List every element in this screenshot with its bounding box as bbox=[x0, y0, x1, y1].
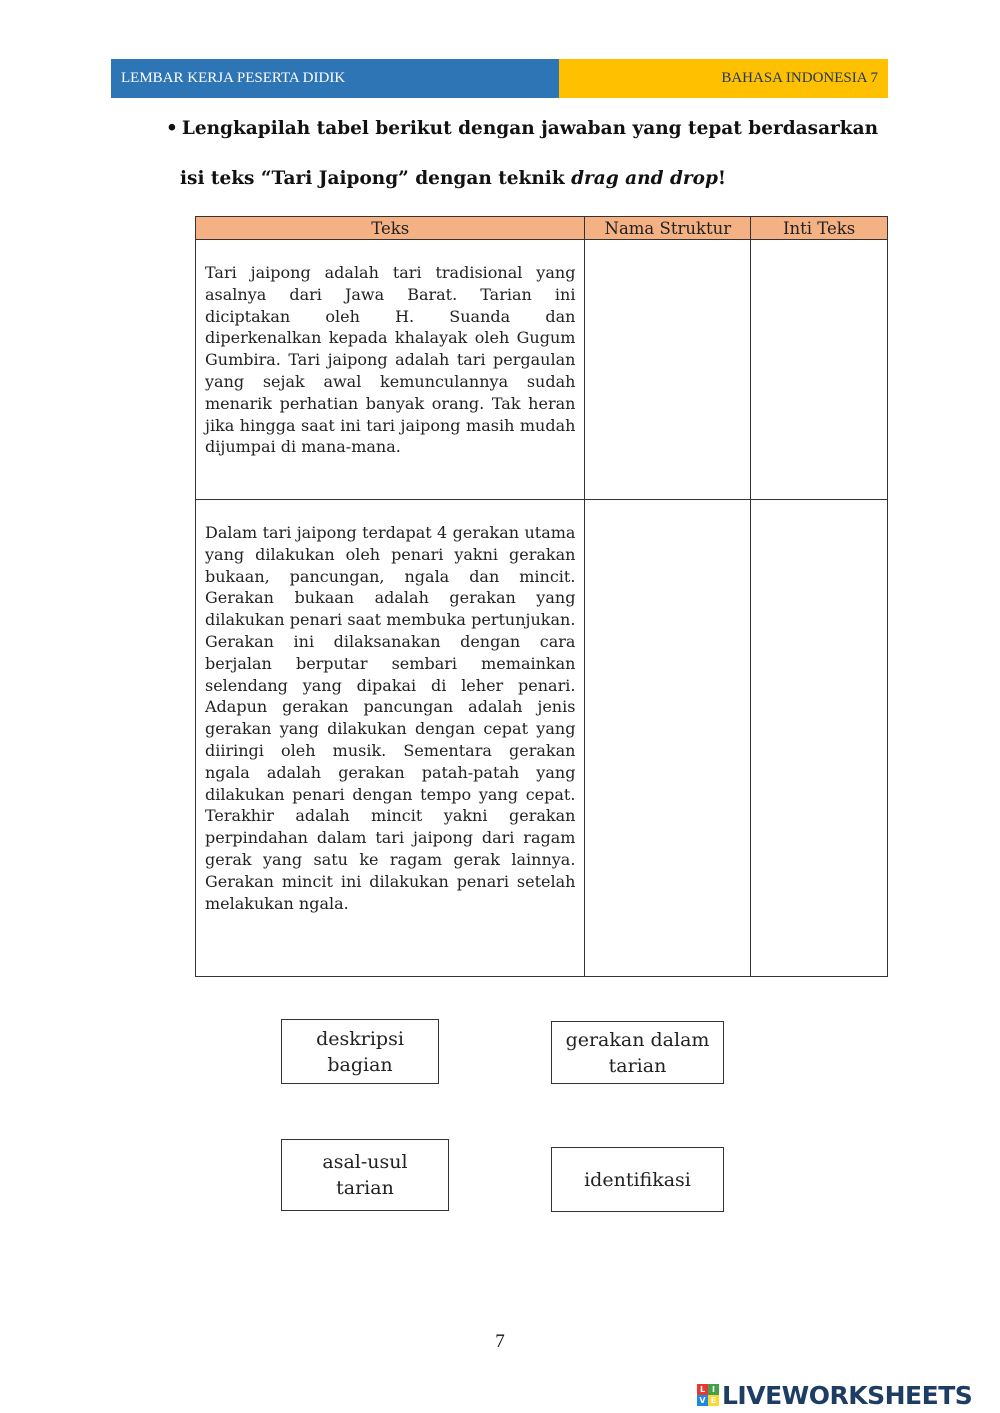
header-left-title: LEMBAR KERJA PESERTA DIDIK bbox=[111, 59, 559, 98]
drop-zone-nama-struktur-2[interactable] bbox=[585, 500, 751, 977]
logo-letter: E bbox=[708, 1395, 719, 1406]
answer-table bbox=[195, 216, 888, 977]
table-row bbox=[196, 240, 888, 500]
drag-card-deskripsi-bagian[interactable] bbox=[281, 1019, 439, 1084]
row-text: Tari jaipong adalah tari tradisional yang asalnya dari Jawa Barat. Tarian ini diciptakan oleh H. Suanda dan diperkenalkan kepada khalayak oleh Gugum Gumbira. Tari jaipong adalah tari pergaulan yang sejak awal kemunculannya sudah menarik perhatian banyak orang. Tak heran jika hingga saat ini tari jaipong masih mudah dijumpai di mana-mana. bbox=[196, 240, 585, 500]
card-line-2: tarian bbox=[336, 1177, 394, 1199]
card-line-2: bagian bbox=[327, 1053, 393, 1076]
instruction-line-2: isi teks “Tari Jaipong” dengan teknik bbox=[180, 168, 572, 189]
logo-letter: L bbox=[697, 1384, 708, 1395]
column-header-nama-struktur: Nama Struktur bbox=[585, 217, 751, 240]
page-number: 7 bbox=[495, 1331, 505, 1352]
drop-zone-inti-teks-2[interactable] bbox=[751, 500, 888, 977]
brand-name: LIVEWORKSHEETS bbox=[722, 1380, 973, 1410]
card-line-1: gerakan dalam bbox=[565, 1028, 710, 1051]
table-row bbox=[196, 500, 888, 977]
instruction-suffix: ! bbox=[717, 168, 727, 189]
table-header-row bbox=[196, 217, 888, 240]
drop-zone-inti-teks-1[interactable] bbox=[751, 240, 888, 500]
drag-card-asal-usul-tarian[interactable] bbox=[281, 1139, 449, 1211]
logo-letter: I bbox=[708, 1384, 719, 1395]
card-line-1: deskripsi bbox=[316, 1027, 404, 1050]
instruction-italic: drag and drop bbox=[571, 168, 718, 189]
card-line-1: asal-usul bbox=[322, 1151, 408, 1173]
header-right-title: BAHASA INDONESIA 7 bbox=[559, 59, 888, 98]
card-line-2: tarian bbox=[608, 1054, 667, 1077]
bullet-icon: • bbox=[166, 118, 178, 139]
drag-card-gerakan-dalam-tarian[interactable] bbox=[551, 1021, 724, 1084]
column-header-teks: Teks bbox=[196, 217, 585, 240]
card-line-1: identifikasi bbox=[584, 1168, 691, 1191]
logo-letter: V bbox=[697, 1395, 708, 1406]
liveworksheets-logo bbox=[697, 1380, 972, 1410]
instruction-line-1: Lengkapilah tabel berikut dengan jawaban yang tepat berdasarkan bbox=[181, 118, 879, 139]
liveworksheets-logo-icon bbox=[697, 1384, 719, 1406]
row-text: Dalam tari jaipong terdapat 4 gerakan utama yang dilakukan oleh penari yakni gerakan bukaan, pancungan, ngala dan mincit. Gerakan bukaan adalah gerakan yang dilakukan penari saat membuka pertunjukan. Gerakan ini dilaksanakan dengan cara berjalan berputar sembari memainkan selendang yang dipakai di leher penari. Adapun gerakan pancungan adalah jenis gerakan yang dilakukan dengan cepat yang diiringi oleh musik. Sementara gerakan ngala adalah gerakan patah-patah yang dilakukan penari dengan tempo yang cepat. Terakhir adalah mincit yakni gerakan perpindahan dalam tari jaipong dari ragam gerak yang satu ke ragam gerak lainnya. Gerakan mincit ini dilakukan penari setelah melakukan ngala. bbox=[196, 500, 585, 977]
drag-card-identifikasi[interactable] bbox=[551, 1147, 724, 1212]
column-header-inti-teks: Inti Teks bbox=[751, 217, 888, 240]
drop-zone-nama-struktur-1[interactable] bbox=[585, 240, 751, 500]
